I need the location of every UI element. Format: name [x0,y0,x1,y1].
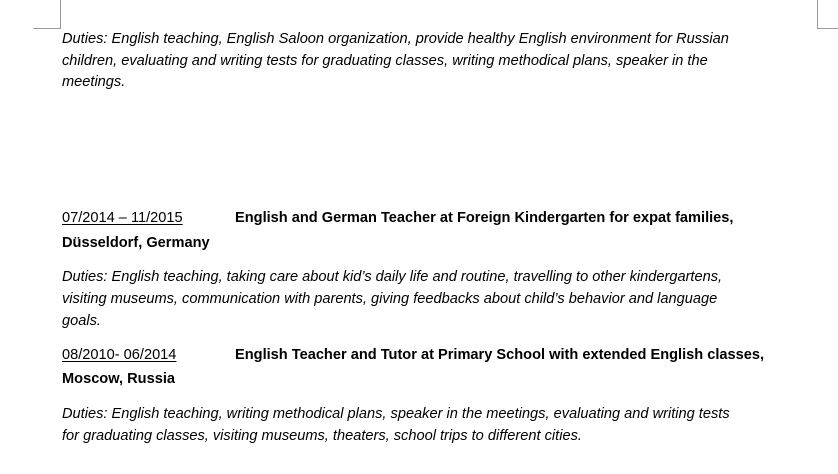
job-date: 07/2014 – 11/2015 [62,210,183,226]
page-corner-mark-top-right [817,0,818,29]
job-heading [62,345,764,367]
job-location: Düsseldorf, Germany [62,235,210,251]
duties-line: children, evaluating and writing tests for graduating classes, writing methodical plans, speaker in the [62,52,708,69]
job-title: English Teacher and Tutor at Primary School with extended English classes, [235,347,765,363]
duties-line: goals. [62,313,101,329]
duties-line: Duties: English teaching, English Saloon organization, provide healthy English environment for Russian [62,31,729,47]
duties-line: Duties: English teaching, taking care about kid’s daily life and routine, travelling to other kindergartens, [62,269,723,285]
duties-line: Duties: English teaching, writing methodical plans, speaker in the meetings, evaluating and writing tests [62,406,730,422]
page-corner-mark-top-left-horizontal [33,28,61,29]
page-corner-mark-top-right-horizontal [817,28,838,29]
job-title: English and German Teacher at Foreign Kindergarten for expat families, [235,210,734,226]
duties-line: visiting museums, communication with parents, giving feedbacks about child’s behavior and language [62,291,718,307]
job-location: Moscow, Russia [62,371,175,387]
duties-line: for graduating classes, visiting museums, theaters, school trips to different cities. [62,428,582,444]
job-heading [62,208,733,230]
page-corner-mark-top-left [60,0,61,29]
duties-line: meetings. [62,74,126,90]
job-date: 08/2010- 06/2014 [62,347,177,363]
